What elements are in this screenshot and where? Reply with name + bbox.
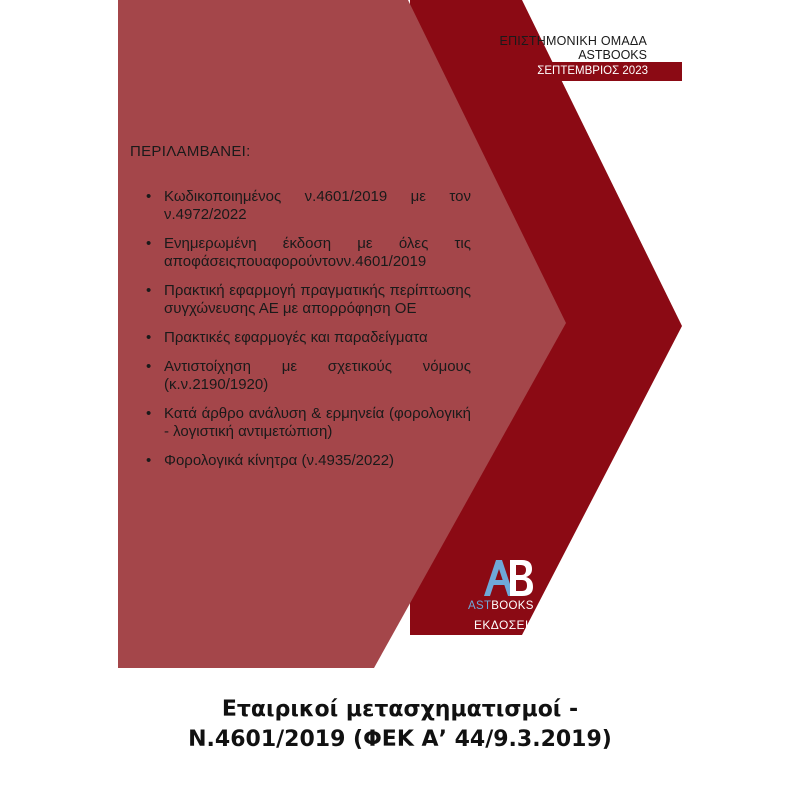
feature-item: • Πρακτική εφαρμογή πραγματικής περίπτωσης συγχώνευσης ΑΕ με απορρόφηση ΟΕ — [146, 282, 471, 318]
feature-item: • Κατά άρθρο ανάλυση & ερμηνεία (φορολογική - λογιστική αντιμετώπιση) — [146, 405, 471, 441]
includes-heading: ΠΕΡΙΛΑΜΒΑΝΕΙ: — [130, 143, 251, 160]
scientific-team-label: ΕΠΙΣΤΗΜΟΝΙΚΗ ΟΜΑΔΑ — [499, 34, 647, 48]
feature-item: • Φορολογικά κίνητρα (ν.4935/2022) — [146, 452, 471, 470]
logo-word-prefix: AST — [468, 600, 492, 612]
feature-item: • Πρακτικές εφαρμογές και παραδείγματα — [146, 329, 471, 347]
book-title-line-1: Εταιρικοί μετασχηματισμοί - — [221, 697, 579, 722]
feature-item: • Αντιστοίχηση με σχετικούς νόμους (κ.ν.2190/1920) — [146, 358, 471, 394]
feature-item: • Ενημερωμένη έκδοση με όλες τις αποφάσειςπουαφορούντονν.4601/2019 — [146, 235, 471, 271]
brand-label: ASTBOOKS — [578, 48, 647, 62]
book-title-line-2: Ν.4601/2019 (ΦΕΚ Α’ 44/9.3.2019) — [188, 727, 612, 752]
features-list — [146, 188, 471, 481]
logo-word-suffix: BOOKS — [491, 600, 534, 612]
publisher-label: ΕΚΔΟΣΕΙΣ — [474, 618, 537, 632]
book-title — [0, 695, 800, 755]
feature-item: • Κωδικοποιημένος ν.4601/2019 με τον ν.4972/2022 — [146, 188, 471, 224]
astbooks-logo — [468, 558, 550, 632]
ab-logo-icon — [482, 558, 534, 598]
publication-date: ΣΕΠΤΕΜΒΡΙΟΣ 2023 — [537, 65, 648, 77]
logo-wordmark — [468, 600, 550, 612]
